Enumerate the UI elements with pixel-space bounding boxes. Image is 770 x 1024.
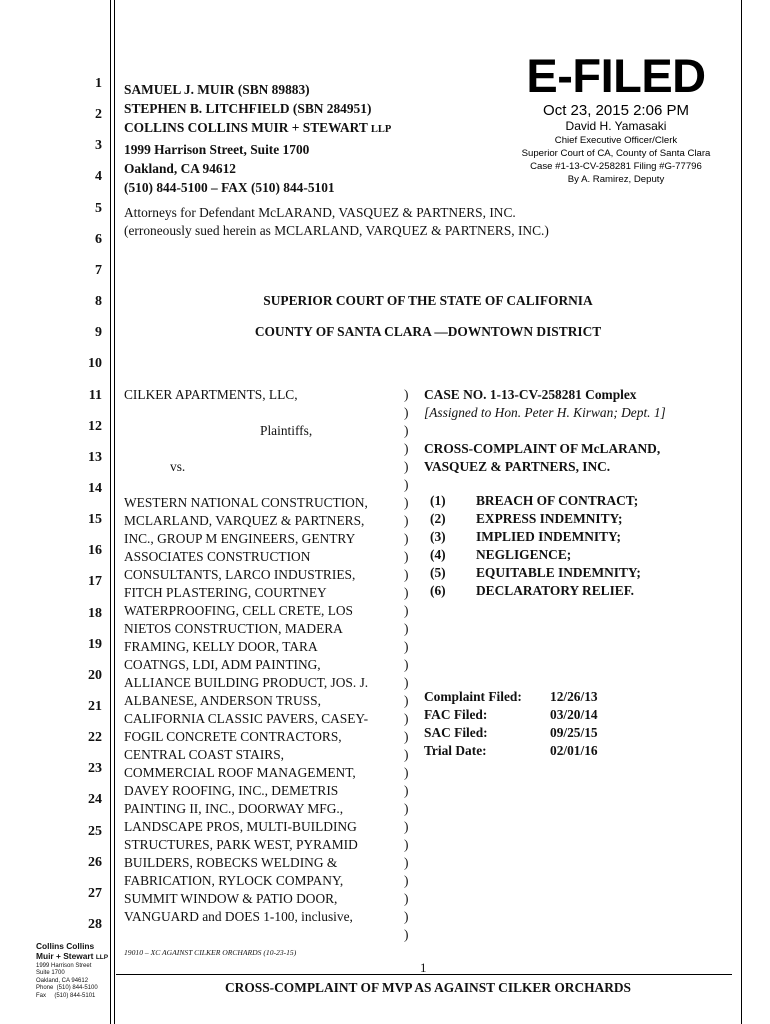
- filing-date-row: [424, 706, 598, 724]
- defendant-line: FOGIL CONCRETE CONTRACTORS,: [124, 729, 342, 744]
- caption-paren: ): [404, 747, 409, 762]
- case-number: CASE NO. 1-13-CV-258281 Complex: [424, 387, 637, 402]
- caption-paren: ): [404, 639, 409, 654]
- caption-paren: ): [404, 477, 409, 492]
- attorney-name-2: STEPHEN B. LITCHFIELD (SBN 284951): [124, 101, 372, 117]
- defendant-line: MCLARLAND, VARQUEZ & PARTNERS,: [124, 513, 365, 528]
- efiled-stamp: [508, 50, 724, 186]
- caption-paren: ): [404, 423, 409, 438]
- line-number: 2: [95, 107, 102, 123]
- caption-paren: ): [404, 783, 409, 798]
- cause-number: (1): [430, 493, 446, 508]
- caption-paren: ): [404, 621, 409, 636]
- caption-paren: ): [404, 765, 409, 780]
- line-number: 28: [88, 917, 102, 933]
- defendant-line: STRUCTURES, PARK WEST, PYRAMID: [124, 837, 358, 852]
- caption-paren: ): [404, 837, 409, 852]
- court-county: COUNTY OF SANTA CLARA —DOWNTOWN DISTRICT: [254, 324, 602, 339]
- left-margin-rule-1: [110, 0, 111, 1024]
- assigned-judge: [Assigned to Hon. Peter H. Kirwan; Dept. 1]: [424, 405, 666, 420]
- caption-paren: ): [404, 675, 409, 690]
- attorney-header: [124, 80, 391, 197]
- defendant-line: VANGUARD and DOES 1-100, inclusive,: [124, 909, 353, 924]
- caption-paren: ): [404, 855, 409, 870]
- attorney-name-1: SAMUEL J. MUIR (SBN 89883): [124, 82, 310, 97]
- cause-number: (4): [430, 547, 446, 562]
- line-number: 13: [88, 449, 102, 465]
- line-number: 25: [88, 823, 102, 839]
- causes-of-action: [430, 492, 641, 600]
- cause-text: EQUITABLE INDEMNITY;: [476, 565, 641, 580]
- defendant-line: ALBANESE, ANDERSON TRUSS,: [124, 693, 321, 708]
- caption-paren: ): [404, 531, 409, 546]
- line-number: 20: [88, 667, 102, 683]
- efiled-deputy: By A. Ramirez, Deputy: [567, 174, 665, 185]
- cause-of-action: [430, 564, 641, 582]
- footer-fax: Fax (510) 844-5101: [36, 992, 96, 999]
- filing-date-value: 12/26/13: [550, 689, 598, 704]
- line-number: 16: [88, 543, 102, 559]
- defendant-line: CENTRAL COAST STAIRS,: [124, 747, 285, 762]
- defendant-line: COATNGS, LDI, ADM PAINTING,: [124, 657, 321, 672]
- line-number: 27: [88, 885, 102, 901]
- defendant-line: WATERPROOFING, CELL CRETE, LOS: [124, 603, 354, 618]
- left-margin-rule-2: [114, 0, 115, 1024]
- efiled-case-filing: Case #1-13-CV-258281 Filing #G-77796: [530, 161, 702, 172]
- filing-date-label: Trial Date:: [424, 743, 487, 758]
- caption-paren: ): [404, 909, 409, 924]
- line-number: 11: [88, 387, 102, 403]
- line-number: 22: [88, 730, 102, 746]
- footer-firm-block: [36, 941, 108, 1000]
- defendant-line: CONSULTANTS, LARCO INDUSTRIES,: [124, 567, 356, 582]
- filing-date-label: SAC Filed:: [424, 725, 488, 740]
- filing-date-value: 09/25/15: [550, 725, 598, 740]
- defendant-line: LANDSCAPE PROS, MULTI-BUILDING: [124, 819, 357, 834]
- attorneys-for-line-2: (erroneously sued herein as MCLARLAND, VARQUEZ & PARTNERS, INC.): [124, 223, 549, 238]
- line-number: 10: [88, 356, 102, 372]
- cause-of-action: [430, 528, 641, 546]
- line-number: 5: [95, 200, 102, 216]
- line-number: 26: [88, 854, 102, 870]
- line-number: 14: [88, 480, 102, 496]
- line-number: 7: [95, 262, 102, 278]
- caption-paren: ): [404, 693, 409, 708]
- document-title-line-2: VASQUEZ & PARTNERS, INC.: [424, 459, 611, 474]
- efiled-title: E-FILED: [526, 49, 706, 102]
- caption-paren: ): [404, 585, 409, 600]
- line-number: 21: [88, 699, 102, 714]
- caption-paren: ): [404, 603, 409, 618]
- versus-label: vs.: [170, 459, 186, 474]
- caption-paren: ): [404, 495, 409, 510]
- line-number: 12: [88, 418, 102, 434]
- caption-paren: ): [404, 657, 409, 672]
- caption-paren: ): [404, 441, 409, 456]
- line-number: 4: [95, 169, 102, 185]
- cause-of-action: [430, 492, 641, 510]
- filing-date-label: Complaint Filed:: [424, 689, 522, 704]
- plaintiff-name: CILKER APARTMENTS, LLC,: [124, 387, 298, 402]
- caption-paren: ): [404, 405, 409, 420]
- filing-date-value: 02/01/16: [550, 743, 598, 758]
- document-title-line-1: CROSS-COMPLAINT OF McLARAND,: [424, 441, 661, 456]
- caption-paren: ): [404, 711, 409, 726]
- caption-paren: ): [404, 549, 409, 564]
- attorneys-for: [124, 204, 549, 240]
- caption-parentheses: [404, 386, 416, 944]
- filing-date-value: 03/20/14: [550, 707, 598, 722]
- line-number: 18: [88, 605, 102, 621]
- defendant-line: FITCH PLASTERING, COURTNEY: [124, 585, 327, 600]
- footer-title: CROSS-COMPLAINT OF MVP AS AGAINST CILKER ORCHARDS: [225, 980, 631, 995]
- cause-of-action: [430, 510, 641, 528]
- cause-number: (3): [430, 529, 446, 544]
- cause-number: (5): [430, 565, 446, 580]
- cause-text: DECLARATORY RELIEF.: [476, 583, 635, 598]
- right-margin-rule: [741, 0, 742, 1024]
- cause-text: BREACH OF CONTRACT;: [476, 493, 639, 508]
- filing-date-row: [424, 688, 598, 706]
- defendant-line: FRAMING, KELLY DOOR, TARA: [124, 639, 318, 654]
- case-caption: [124, 386, 414, 926]
- caption-paren: ): [404, 873, 409, 888]
- caption-paren: ): [404, 387, 409, 402]
- filing-date-row: [424, 724, 598, 742]
- filing-dates: [424, 688, 598, 760]
- caption-paren: ): [404, 891, 409, 906]
- defendant-line: COMMERCIAL ROOF MANAGEMENT,: [124, 765, 356, 780]
- cause-text: EXPRESS INDEMNITY;: [476, 511, 623, 526]
- cause-of-action: [430, 546, 641, 564]
- firm-city: Oakland, CA 94612: [124, 160, 236, 176]
- filing-date-row: [424, 742, 598, 760]
- attorneys-for-line-1: Attorneys for Defendant McLARAND, VASQUEZ & PARTNERS, INC.: [124, 205, 516, 220]
- efiled-officer-title: Chief Executive Officer/Clerk: [554, 135, 678, 146]
- line-number: 17: [88, 574, 102, 590]
- footer-firm-line-1: Collins Collins: [36, 941, 95, 951]
- defendant-line: NIETOS CONSTRUCTION, MADERA: [124, 621, 343, 636]
- cause-number: (2): [430, 511, 446, 526]
- cause-text: IMPLIED INDEMNITY;: [476, 529, 621, 544]
- defendant-line: DAVEY ROOFING, INC., DEMETRIS: [124, 783, 339, 798]
- firm-street: 1999 Harrison Street, Suite 1700: [124, 141, 310, 157]
- efiled-officer: David H. Yamasaki: [565, 119, 667, 133]
- line-number: 19: [88, 636, 102, 652]
- line-number: 1: [95, 76, 102, 91]
- efiled-date: Oct 23, 2015 2:06 PM: [543, 102, 689, 119]
- filing-date-label: FAC Filed:: [424, 707, 488, 722]
- footer-phone: Phone (510) 844-5100: [36, 985, 98, 992]
- caption-paren: ): [404, 567, 409, 582]
- defendant-line: FABRICATION, RYLOCK COMPANY,: [124, 873, 344, 888]
- caption-paren: ): [404, 513, 409, 528]
- caption-paren: ): [404, 459, 409, 474]
- line-number: 15: [88, 512, 102, 528]
- caption-paren: ): [404, 927, 409, 942]
- efiled-court: Superior Court of CA, County of Santa Clara: [521, 148, 711, 159]
- line-number: 6: [95, 231, 102, 247]
- defendant-line: INC., GROUP M ENGINEERS, GENTRY: [124, 531, 356, 546]
- footer-firm-line-2: Muir + Stewart LLP: [36, 951, 109, 961]
- defendant-line: CALIFORNIA CLASSIC PAVERS, CASEY-: [124, 711, 369, 726]
- line-number: 24: [88, 792, 102, 808]
- defendant-line: ASSOCIATES CONSTRUCTION: [124, 549, 311, 564]
- defendant-line: WESTERN NATIONAL CONSTRUCTION,: [124, 495, 368, 510]
- court-name: SUPERIOR COURT OF THE STATE OF CALIFORNIA: [263, 293, 593, 308]
- document-id: 19010 – XC AGAINST CILKER ORCHARDS (10-23-15): [124, 948, 297, 957]
- cause-number: (6): [430, 583, 446, 598]
- footer-address-1: 1999 Harrison Street: [36, 963, 92, 969]
- caption-paren: ): [404, 729, 409, 744]
- line-number: 23: [88, 761, 102, 777]
- page-number: 1: [420, 960, 427, 975]
- cause-text: NEGLIGENCE;: [476, 547, 572, 562]
- line-number: 3: [95, 138, 102, 154]
- cause-of-action: [430, 582, 641, 600]
- plaintiffs-label: Plaintiffs,: [260, 423, 313, 438]
- defendant-line: BUILDERS, ROBECKS WELDING &: [124, 855, 338, 870]
- defendant-line: PAINTING II, INC., DOORWAY MFG.,: [124, 801, 344, 816]
- line-number: 9: [95, 325, 102, 341]
- caption-paren: ): [404, 819, 409, 834]
- defendant-line: SUMMIT WINDOW & PATIO DOOR,: [124, 891, 338, 906]
- footer-address-2: Suite 1700: [36, 970, 65, 977]
- caption-paren: ): [404, 801, 409, 816]
- firm-phone: (510) 844-5100 – FAX (510) 844-5101: [124, 180, 335, 196]
- firm-name: COLLINS COLLINS MUIR + STEWART LLP: [124, 120, 392, 136]
- line-number: 8: [95, 294, 102, 310]
- defendants-list: [124, 494, 414, 926]
- defendant-line: ALLIANCE BUILDING PRODUCT, JOS. J.: [124, 675, 369, 690]
- footer-address-3: Oakland, CA 94612: [36, 977, 89, 984]
